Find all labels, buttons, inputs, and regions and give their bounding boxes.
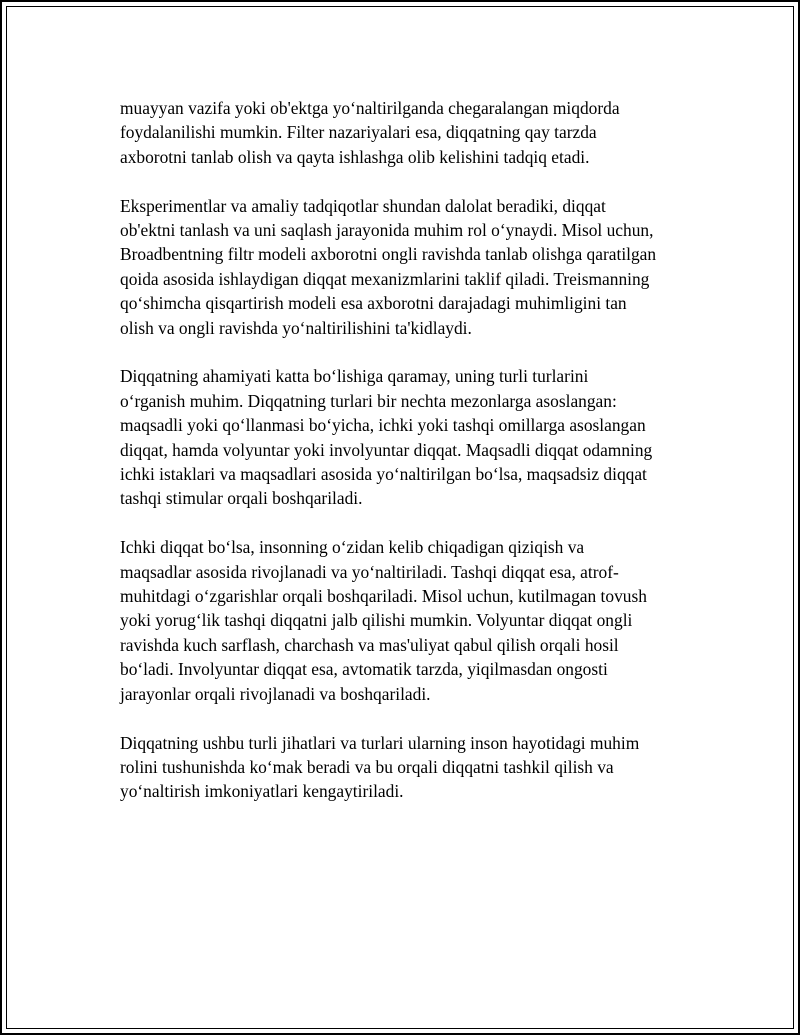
text-line: maqsadli yoki qo‘llanmasi bo‘yicha, ichki yoki tashqi omillarga asoslangan: [120, 415, 646, 436]
text-line: olish va ongli ravishda yo‘naltirilishini ta'kidlaydi.: [120, 317, 472, 338]
text-line: Eksperimentlar va amaliy tadqiqotlar shundan dalolat beradiki, diqqat: [120, 195, 606, 216]
paragraph-4: [120, 535, 700, 706]
text-line: ichki istaklari va maqsadlari asosida yo‘naltirilgan bo‘lsa, maqsadsiz diqqat: [120, 464, 647, 485]
text-line: yoki yorug‘lik tashqi diqqatni jalb qilishi mumkin. Volyuntar diqqat ongli: [120, 610, 633, 631]
text-line: muhitdagi o‘zgarishlar orqali boshqariladi. Misol uchun, kutilmagan tovush: [120, 586, 647, 607]
text-line: Diqqatning ahamiyati katta bo‘lishiga qaramay, uning turli turlarini: [120, 366, 589, 387]
text-line: diqqat, hamda volyuntar yoki involyuntar diqqat. Maqsadli diqqat odamning: [120, 439, 653, 460]
text-line: ob'ektni tanlash va uni saqlash jarayonida muhim rol o‘ynaydi. Misol uchun,: [120, 220, 654, 241]
text-line: Diqqatning ushbu turli jihatlari va turlari ularning inson hayotidagi muhim: [120, 732, 640, 753]
paragraph-1: [120, 96, 700, 169]
text-line: qoida asosida ishlaydigan diqqat mexanizmlarini taklif qiladi. Treismanning: [120, 268, 650, 289]
paragraph-5: [120, 731, 700, 804]
paragraph-2: [120, 194, 700, 340]
text-line: bo‘ladi. Involyuntar diqqat esa, avtomatik tarzda, yiqilmasdan ongosti: [120, 659, 608, 680]
text-line: Ichki diqqat bo‘lsa, insonning o‘zidan kelib chiqadigan qiziqish va: [120, 537, 585, 558]
text-line: ravishda kuch sarflash, charchash va mas'uliyat qabul qilish orqali hosil: [120, 634, 619, 655]
text-line: jarayonlar orqali rivojlanadi va boshqariladi.: [120, 683, 431, 704]
text-line: axborotni tanlab olish va qayta ishlashga olib kelishini tadqiq etadi.: [120, 146, 590, 167]
text-line: Broadbentning filtr modeli axborotni ongli ravishda tanlab olishga qaratilgan: [120, 244, 657, 265]
text-line: muayyan vazifa yoki ob'ektga yo‘naltirilganda chegaralangan miqdorda: [120, 98, 620, 118]
text-line: qo‘shimcha qisqartirish modeli esa axborotni darajadagi muhimligini tan: [120, 293, 627, 314]
text-line: maqsadlar asosida rivojlanadi va yo‘naltiriladi. Tashqi diqqat esa, atrof-: [120, 561, 619, 582]
document-body: [120, 96, 700, 828]
text-line: rolini tushunishda ko‘mak beradi va bu orqali diqqatni tashkil qilish va: [120, 756, 614, 777]
text-line: o‘rganish muhim. Diqqatning turlari bir nechta mezonlarga asoslangan:: [120, 390, 617, 411]
text-line: tashqi stimular orqali boshqariladi.: [120, 488, 363, 509]
text-line: yo‘naltirish imkoniyatlari kengaytiriladi.: [120, 781, 404, 802]
paragraph-3: [120, 364, 700, 510]
text-line: foydalanilishi mumkin. Filter nazariyalari esa, diqqatning qay tarzda: [120, 122, 597, 143]
